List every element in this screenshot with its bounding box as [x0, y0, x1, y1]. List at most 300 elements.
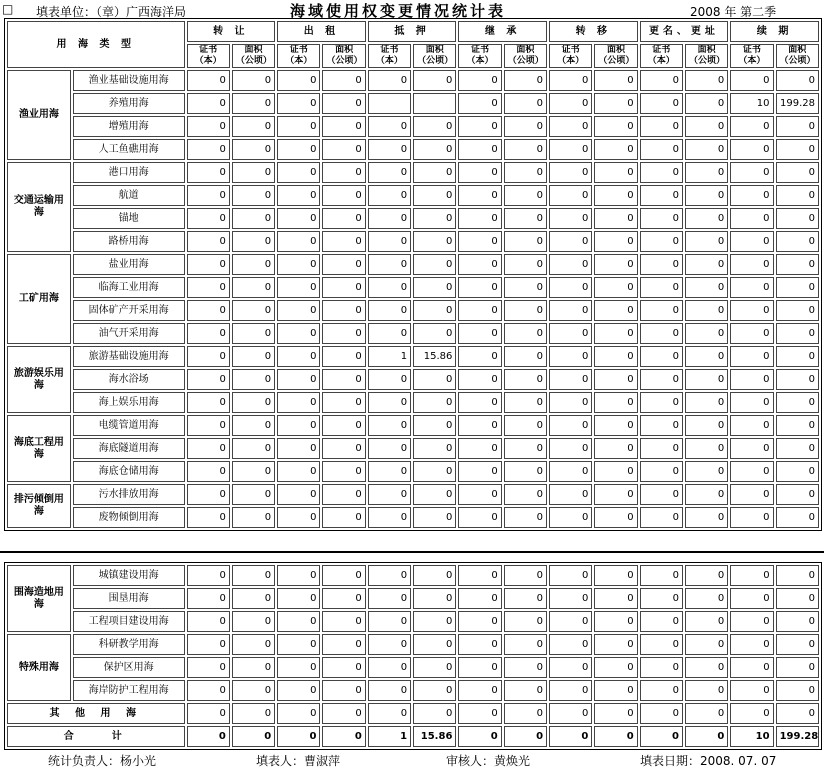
- cert-count-cell: 0: [730, 461, 773, 482]
- cert-count-cell: 0: [640, 461, 683, 482]
- cert-count-cell: 0: [730, 369, 773, 390]
- area-cell: 0: [594, 634, 637, 655]
- cert-count-cell: 0: [277, 369, 320, 390]
- subtype-label: 污水排放用海: [73, 484, 185, 505]
- table-row: [7, 680, 819, 701]
- area-cell: 0: [232, 323, 275, 344]
- area-cell: 0: [322, 231, 365, 252]
- area-cell: 0: [776, 162, 819, 183]
- subtype-label: 海岸防护工程用海: [73, 680, 185, 701]
- category-label: 排污倾倒用海: [7, 484, 71, 528]
- area-cell: 0: [594, 139, 637, 160]
- area-cell: 0: [504, 139, 547, 160]
- area-cell: 0: [232, 254, 275, 275]
- category-label: 工矿用海: [7, 254, 71, 344]
- area-cell: 0: [776, 231, 819, 252]
- table-row: [7, 300, 819, 321]
- area-cell: 0: [232, 70, 275, 91]
- cert-count-cell: 0: [549, 703, 592, 724]
- reviewer: 审核人：黄焕光: [446, 754, 531, 768]
- area-cell: 0: [594, 392, 637, 413]
- category-label: 交通运输用海: [7, 162, 71, 252]
- area-cell: 0: [322, 588, 365, 609]
- area-cell: 0: [322, 300, 365, 321]
- area-cell: 0: [504, 392, 547, 413]
- area-cell: 0: [322, 634, 365, 655]
- cert-count-cell: 0: [458, 507, 501, 528]
- cert-count-cell: 0: [277, 634, 320, 655]
- area-cell: 0: [685, 657, 728, 678]
- subtype-label: 废物倾倒用海: [73, 507, 185, 528]
- cert-count-cell: 0: [368, 254, 411, 275]
- cert-count-cell: 0: [368, 588, 411, 609]
- area-cell: 0: [685, 254, 728, 275]
- area-cell: 0: [504, 185, 547, 206]
- cert-count-cell: 0: [640, 703, 683, 724]
- area-cell: 0: [504, 369, 547, 390]
- area-cell: 0: [776, 484, 819, 505]
- area-cell: 0: [413, 70, 456, 91]
- cert-count-cell: 0: [458, 139, 501, 160]
- column-header-use-type: 用 海 类 型: [7, 21, 185, 68]
- area-cell: 0: [322, 438, 365, 459]
- area-cell: 0: [232, 565, 275, 586]
- cert-count-cell: 0: [277, 461, 320, 482]
- cert-count-cell: 0: [549, 634, 592, 655]
- total-row: [7, 726, 819, 747]
- cert-count-cell: 0: [730, 415, 773, 436]
- area-cell: 0: [322, 162, 365, 183]
- table-row: [7, 162, 819, 183]
- table-row: [7, 588, 819, 609]
- cert-count-cell: 0: [458, 588, 501, 609]
- cert-count-cell: 0: [640, 93, 683, 114]
- cert-count-cell: 0: [187, 185, 230, 206]
- cert-count-cell: 0: [730, 185, 773, 206]
- cert-count-cell: 0: [368, 369, 411, 390]
- area-cell: 0: [413, 369, 456, 390]
- area-cell: 0: [685, 300, 728, 321]
- cert-count-cell: 0: [730, 611, 773, 632]
- cert-count-cell: 0: [640, 277, 683, 298]
- area-cell: 0: [504, 70, 547, 91]
- category-label: 围海造地用海: [7, 565, 71, 632]
- area-cell: 0: [232, 634, 275, 655]
- cert-count-cell: 0: [730, 139, 773, 160]
- cert-count-cell: 0: [549, 185, 592, 206]
- area-cell: 15.86: [413, 346, 456, 367]
- cert-count-cell: 0: [549, 231, 592, 252]
- table-row: [7, 277, 819, 298]
- area-cell: 0: [594, 254, 637, 275]
- category-label: 渔业用海: [7, 70, 71, 160]
- subtype-label: 盐业用海: [73, 254, 185, 275]
- sheet-header: [0, 0, 824, 20]
- cert-count-cell: 0: [640, 162, 683, 183]
- area-cell: 0: [232, 116, 275, 137]
- cert-count-cell: 0: [730, 70, 773, 91]
- area-cell: 0: [776, 680, 819, 701]
- cert-count-cell: 0: [187, 369, 230, 390]
- area-cell: 0: [322, 657, 365, 678]
- subtype-label: 锚地: [73, 208, 185, 229]
- subheader-area: 面积（公顷）: [322, 44, 365, 68]
- area-cell: 0: [232, 208, 275, 229]
- cert-count-cell: 0: [730, 703, 773, 724]
- area-cell: 0: [776, 139, 819, 160]
- area-cell: 0: [776, 300, 819, 321]
- cert-count-cell: 0: [187, 139, 230, 160]
- area-cell: 0: [594, 461, 637, 482]
- area-cell: 0: [232, 369, 275, 390]
- area-cell: 0: [322, 392, 365, 413]
- area-cell: 0: [776, 185, 819, 206]
- cert-count-cell: 0: [730, 634, 773, 655]
- area-cell: 0: [232, 703, 275, 724]
- total-cert-cell: 0: [277, 726, 320, 747]
- cert-count-cell: 0: [549, 438, 592, 459]
- cert-count-cell: 0: [187, 680, 230, 701]
- subtype-label: 海上娱乐用海: [73, 392, 185, 413]
- area-cell: 0: [776, 565, 819, 586]
- area-cell: 0: [594, 680, 637, 701]
- area-cell: 0: [322, 208, 365, 229]
- cert-count-cell: 0: [549, 323, 592, 344]
- cert-count-cell: 0: [730, 300, 773, 321]
- area-cell: 0: [504, 611, 547, 632]
- area-cell: 0: [413, 565, 456, 586]
- cert-count-cell: 0: [640, 438, 683, 459]
- area-cell: 0: [594, 438, 637, 459]
- table-row: [7, 634, 819, 655]
- area-cell: 0: [232, 415, 275, 436]
- area-cell: 0: [776, 415, 819, 436]
- cert-count-cell: 0: [187, 461, 230, 482]
- cert-count-cell: 0: [277, 116, 320, 137]
- total-area-cell: 15.86: [413, 726, 456, 747]
- cert-count-cell: 0: [458, 70, 501, 91]
- other-use-label: 其 他 用 海: [7, 703, 185, 724]
- area-cell: 0: [322, 415, 365, 436]
- cert-count-cell: 0: [368, 162, 411, 183]
- cert-count-cell: 0: [549, 277, 592, 298]
- total-cert-cell: 10: [730, 726, 773, 747]
- cert-count-cell: 0: [187, 703, 230, 724]
- area-cell: 0: [322, 565, 365, 586]
- area-cell: 0: [685, 93, 728, 114]
- cert-count-cell: 0: [277, 588, 320, 609]
- area-cell: [413, 93, 456, 114]
- table-row: [7, 565, 819, 586]
- cert-count-cell: 0: [458, 611, 501, 632]
- cert-count-cell: 0: [187, 415, 230, 436]
- cert-count-cell: 0: [368, 323, 411, 344]
- subtype-label: 港口用海: [73, 162, 185, 183]
- cert-count-cell: 0: [640, 634, 683, 655]
- area-cell: 0: [685, 415, 728, 436]
- cert-count-cell: 0: [187, 634, 230, 655]
- area-cell: 0: [594, 277, 637, 298]
- cert-count-cell: 0: [277, 657, 320, 678]
- area-cell: 0: [776, 507, 819, 528]
- subtype-label: 航道: [73, 185, 185, 206]
- group-header: 抵 押: [368, 21, 457, 42]
- cert-count-cell: 0: [640, 70, 683, 91]
- cert-count-cell: 0: [187, 588, 230, 609]
- cert-count-cell: 0: [368, 438, 411, 459]
- area-cell: 0: [232, 461, 275, 482]
- area-cell: 0: [413, 703, 456, 724]
- group-header: 继 承: [458, 21, 547, 42]
- area-cell: 0: [776, 438, 819, 459]
- subtype-label: 旅游基础设施用海: [73, 346, 185, 367]
- cert-count-cell: 0: [368, 461, 411, 482]
- cert-count-cell: 0: [277, 507, 320, 528]
- area-cell: 0: [776, 392, 819, 413]
- area-cell: 0: [685, 703, 728, 724]
- area-cell: 0: [504, 565, 547, 586]
- cert-count-cell: 1: [368, 346, 411, 367]
- subheader-area: 面积（公顷）: [776, 44, 819, 68]
- area-cell: 0: [776, 346, 819, 367]
- cert-count-cell: 0: [458, 277, 501, 298]
- subheader-cert: 证书（本）: [368, 44, 411, 68]
- cert-count-cell: 0: [368, 70, 411, 91]
- cert-count-cell: 0: [730, 231, 773, 252]
- cert-count-cell: 0: [458, 484, 501, 505]
- cert-count-cell: 0: [368, 139, 411, 160]
- area-cell: 0: [504, 680, 547, 701]
- area-cell: 0: [685, 162, 728, 183]
- area-cell: 0: [322, 346, 365, 367]
- cert-count-cell: 0: [277, 70, 320, 91]
- area-cell: 0: [685, 507, 728, 528]
- cert-count-cell: 0: [187, 116, 230, 137]
- table-row: [7, 657, 819, 678]
- area-cell: 0: [232, 484, 275, 505]
- cert-count-cell: 0: [458, 657, 501, 678]
- cert-count-cell: 0: [730, 680, 773, 701]
- fill-date: 填表日期：2008. 07. 07: [640, 754, 777, 768]
- subheader-cert: 证书（本）: [187, 44, 230, 68]
- statistics-table-bottom: [4, 562, 822, 750]
- cert-count-cell: 0: [277, 185, 320, 206]
- subtype-label: 增殖用海: [73, 116, 185, 137]
- cert-count-cell: 0: [640, 507, 683, 528]
- cert-count-cell: 0: [187, 346, 230, 367]
- area-cell: 0: [322, 139, 365, 160]
- cert-count-cell: 0: [549, 680, 592, 701]
- subtype-label: 保护区用海: [73, 657, 185, 678]
- cert-count-cell: 0: [730, 657, 773, 678]
- area-cell: 0: [504, 588, 547, 609]
- subtype-label: 路桥用海: [73, 231, 185, 252]
- area-cell: 0: [685, 438, 728, 459]
- category-label: 特殊用海: [7, 634, 71, 701]
- cert-count-cell: 0: [458, 300, 501, 321]
- cert-count-cell: 0: [187, 484, 230, 505]
- cert-count-cell: 0: [368, 703, 411, 724]
- area-cell: 0: [322, 185, 365, 206]
- cert-count-cell: [368, 93, 411, 114]
- cert-count-cell: 0: [277, 346, 320, 367]
- area-cell: 0: [232, 185, 275, 206]
- area-cell: 0: [413, 611, 456, 632]
- cert-count-cell: 0: [730, 208, 773, 229]
- table-row: [7, 70, 819, 91]
- area-cell: 0: [685, 588, 728, 609]
- area-cell: 0: [322, 93, 365, 114]
- area-cell: 0: [232, 300, 275, 321]
- area-cell: 0: [594, 611, 637, 632]
- subheader-area: 面积（公顷）: [413, 44, 456, 68]
- area-cell: 0: [685, 346, 728, 367]
- cert-count-cell: 0: [368, 634, 411, 655]
- area-cell: 0: [504, 507, 547, 528]
- cert-count-cell: 0: [277, 300, 320, 321]
- area-cell: 0: [594, 323, 637, 344]
- header-row-groups: [7, 21, 819, 42]
- area-cell: 0: [504, 162, 547, 183]
- area-cell: 0: [685, 323, 728, 344]
- cert-count-cell: 0: [368, 185, 411, 206]
- table-row: [7, 392, 819, 413]
- cert-count-cell: 0: [549, 611, 592, 632]
- area-cell: 0: [232, 588, 275, 609]
- cert-count-cell: 0: [458, 438, 501, 459]
- cert-count-cell: 0: [549, 116, 592, 137]
- cert-count-cell: 0: [277, 484, 320, 505]
- area-cell: 0: [594, 231, 637, 252]
- subheader-area: 面积（公顷）: [232, 44, 275, 68]
- area-cell: 0: [504, 657, 547, 678]
- cert-count-cell: 0: [458, 116, 501, 137]
- cert-count-cell: 0: [458, 208, 501, 229]
- cert-count-cell: 0: [187, 70, 230, 91]
- area-cell: 0: [594, 93, 637, 114]
- cert-count-cell: 0: [458, 415, 501, 436]
- area-cell: 0: [685, 565, 728, 586]
- area-cell: 0: [413, 415, 456, 436]
- area-cell: 0: [776, 703, 819, 724]
- area-cell: 0: [504, 484, 547, 505]
- cert-count-cell: 0: [368, 277, 411, 298]
- cert-count-cell: 0: [640, 254, 683, 275]
- area-cell: 0: [413, 116, 456, 137]
- area-cell: 0: [504, 300, 547, 321]
- total-label: 合 计: [7, 726, 185, 747]
- table-row: [7, 438, 819, 459]
- page-title: 海域使用权变更情况统计表: [290, 2, 507, 20]
- cert-count-cell: 0: [458, 254, 501, 275]
- cert-count-cell: 10: [730, 93, 773, 114]
- subtype-label: 城镇建设用海: [73, 565, 185, 586]
- cert-count-cell: 0: [640, 139, 683, 160]
- cert-count-cell: 0: [368, 484, 411, 505]
- area-cell: 0: [413, 185, 456, 206]
- cert-count-cell: 0: [187, 565, 230, 586]
- cert-count-cell: 0: [549, 588, 592, 609]
- cert-count-cell: 0: [187, 323, 230, 344]
- cert-count-cell: 0: [549, 484, 592, 505]
- cert-count-cell: 0: [730, 392, 773, 413]
- area-cell: 0: [776, 611, 819, 632]
- area-cell: 0: [504, 461, 547, 482]
- area-cell: 0: [594, 369, 637, 390]
- area-cell: 0: [322, 254, 365, 275]
- table-row: [7, 346, 819, 367]
- area-cell: 0: [413, 323, 456, 344]
- area-cell: 0: [413, 588, 456, 609]
- area-cell: 0: [685, 634, 728, 655]
- cert-count-cell: 0: [730, 116, 773, 137]
- area-cell: 0: [776, 323, 819, 344]
- cert-count-cell: 0: [458, 680, 501, 701]
- area-cell: 0: [685, 461, 728, 482]
- cert-count-cell: 0: [640, 300, 683, 321]
- cert-count-cell: 0: [640, 611, 683, 632]
- page-divider: [0, 551, 824, 553]
- cert-count-cell: 0: [730, 438, 773, 459]
- area-cell: 0: [685, 680, 728, 701]
- table-row: [7, 461, 819, 482]
- subtype-label: 电缆管道用海: [73, 415, 185, 436]
- cert-count-cell: 0: [187, 300, 230, 321]
- subtype-label: 围垦用海: [73, 588, 185, 609]
- cert-count-cell: 0: [277, 277, 320, 298]
- area-cell: 0: [685, 392, 728, 413]
- cert-count-cell: 0: [640, 323, 683, 344]
- area-cell: 0: [594, 415, 637, 436]
- area-cell: 0: [413, 277, 456, 298]
- cert-count-cell: 0: [187, 208, 230, 229]
- area-cell: 0: [504, 208, 547, 229]
- cert-count-cell: 0: [187, 93, 230, 114]
- cert-count-cell: 0: [277, 565, 320, 586]
- cert-count-cell: 0: [458, 703, 501, 724]
- area-cell: 0: [322, 703, 365, 724]
- subheader-cert: 证书（本）: [730, 44, 773, 68]
- area-cell: 0: [413, 254, 456, 275]
- subtype-label: 海底隧道用海: [73, 438, 185, 459]
- cert-count-cell: 0: [187, 392, 230, 413]
- cert-count-cell: 0: [549, 369, 592, 390]
- cert-count-cell: 0: [458, 634, 501, 655]
- area-cell: 0: [594, 208, 637, 229]
- cert-count-cell: 0: [277, 323, 320, 344]
- area-cell: 0: [504, 116, 547, 137]
- cert-count-cell: 0: [368, 116, 411, 137]
- area-cell: 0: [322, 484, 365, 505]
- cert-count-cell: 0: [549, 507, 592, 528]
- cert-count-cell: 0: [277, 254, 320, 275]
- area-cell: 0: [685, 208, 728, 229]
- cert-count-cell: 0: [277, 93, 320, 114]
- subheader-cert: 证书（本）: [640, 44, 683, 68]
- stats-lead: 统计负责人：杨小光: [48, 754, 157, 768]
- cert-count-cell: 0: [730, 346, 773, 367]
- cert-count-cell: 0: [730, 254, 773, 275]
- cert-count-cell: 0: [640, 369, 683, 390]
- area-cell: 0: [504, 231, 547, 252]
- area-cell: 0: [413, 139, 456, 160]
- area-cell: 0: [776, 70, 819, 91]
- area-cell: 0: [685, 139, 728, 160]
- cert-count-cell: 0: [549, 139, 592, 160]
- area-cell: 199.28: [776, 93, 819, 114]
- area-cell: 0: [594, 70, 637, 91]
- cert-count-cell: 0: [730, 323, 773, 344]
